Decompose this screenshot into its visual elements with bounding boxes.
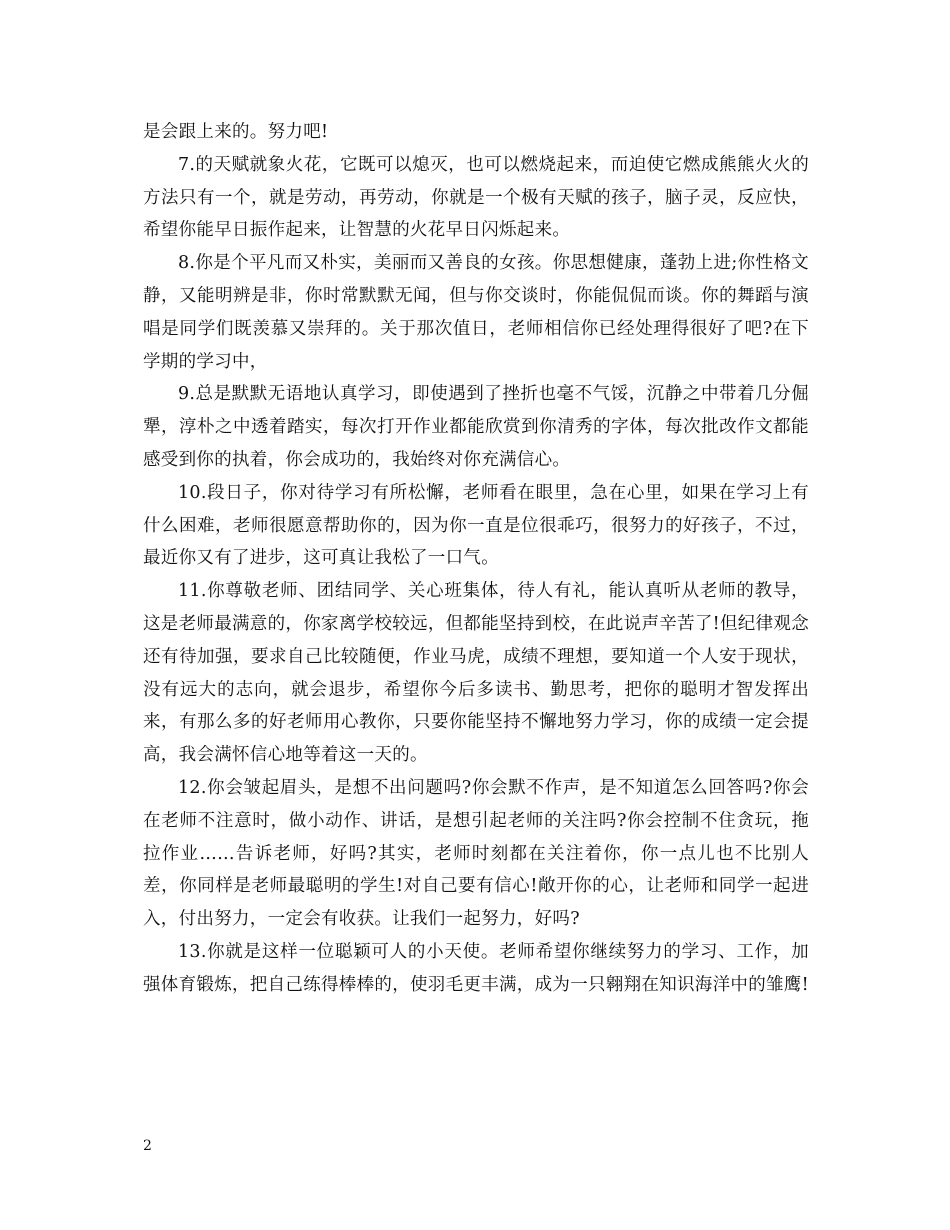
paragraph-item-10: 10.段日子，你对待学习有所松懈，老师看在眼里，急在心里，如果在学习上有什么困难，老师很愿意帮助你的，因为你一直是位很乖巧，很努力的好孩子，不过，最近你又有了进步，这可真让我松了一口气。	[143, 482, 809, 569]
paragraph-item-12: 12.你会皱起眉头，是想不出问题吗?你会默不作声，是不知道怎么回答吗?你会在老师不注意时，做小动作、讲话，是想引起老师的关注吗?你会控制不住贪玩，拖拉作业……告诉老师，好吗?其实，老师时刻都在关注着你，你一点儿也不比别人差，你同样是老师最聪明的学生!对自己要有信心!敞开你的心，让老师和同学一起进入，付出努力，一定会有收获。让我们一起努力，好吗?	[143, 777, 809, 930]
paragraph-item-8: 8.你是个平凡而又朴实，美丽而又善良的女孩。你思想健康，蓬勃上进;你性格文静，又能明辨是非，你时常默默无闻，但与你交谈时，你能侃侃而谈。你的舞蹈与演唱是同学们既羡慕又崇拜的。关于那次值日，老师相信你已经处理得很好了吧?在下学期的学习中，	[143, 253, 809, 372]
paragraph-item-11: 11.你尊敬老师、团结同学、关心班集体，待人有礼，能认真听从老师的教导，这是老师最满意的，你家离学校较远，但都能坚持到校，在此说声辛苦了!但纪律观念还有待加强，要求自己比较随便，作业马虎，成绩不理想，要知道一个人安于现状，没有远大的志向，就会退步，希望你今后多读书、勤思考，把你的聪明才智发挥出来，有那么多的好老师用心教你，只要你能坚持不懈地努力学习，你的成绩一定会提高，我会满怀信心地等着这一天的。	[143, 581, 809, 766]
page-number: 2	[143, 1138, 152, 1154]
paragraph-item-13: 13.你就是这样一位聪颖可人的小天使。老师希望你继续努力的学习、工作，加强体育锻炼，把自己练得棒棒的，使羽毛更丰满，成为一只翱翔在知识海洋中的雏鹰!	[143, 941, 809, 995]
paragraph-item-9: 9.总是默默无语地认真学习，即使遇到了挫折也毫不气馁，沉静之中带着几分倔犟，淳朴之中透着踏实，每次打开作业都能欣赏到你清秀的字体，每次批改作文都能感受到你的执着，你会成功的，我始终对你充满信心。	[143, 384, 809, 470]
document-body	[143, 116, 809, 1002]
paragraph-continuation: 是会跟上来的。努力吧!	[143, 122, 329, 142]
paragraph-item-7: 7.的天赋就象火花，它既可以熄灭，也可以燃烧起来，而迫使它燃成熊熊火火的方法只有一个，就是劳动，再劳动，你就是一个极有天赋的孩子，脑子灵，反应快，希望你能早日振作起来，让智慧的火花早日闪烁起来。	[143, 154, 809, 241]
